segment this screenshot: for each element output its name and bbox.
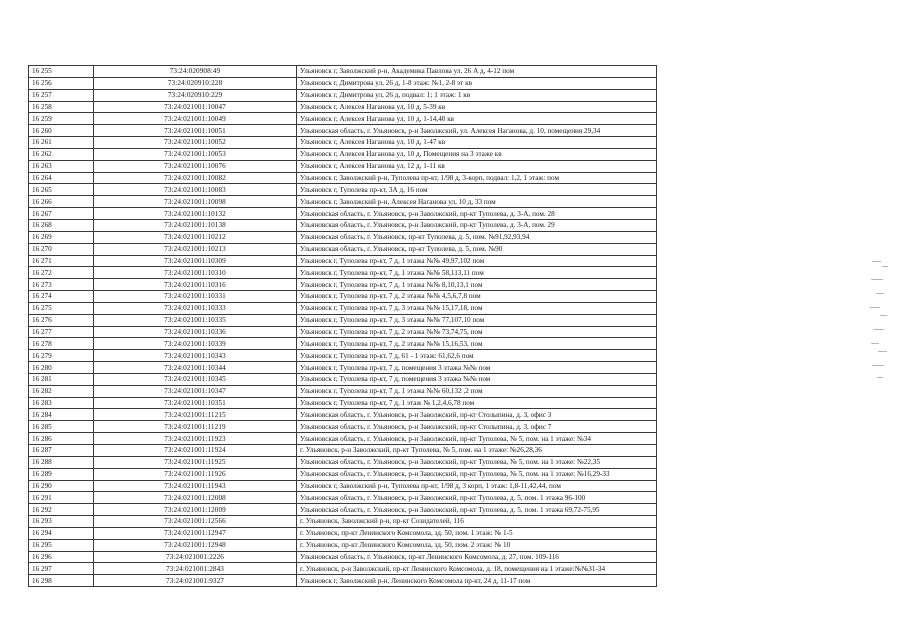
row-number-cell: 16 266 — [29, 196, 94, 208]
cadastral-number-cell: 73:24:021001:11926 — [94, 468, 297, 480]
address-cell: Ульяновск г, Туполева пр-кт, 7 д, помещения 3 этажа №№ пом — [297, 373, 657, 385]
row-number-cell: 16 275 — [29, 302, 94, 314]
cadastral-number-cell: 73:24:021001:10047 — [94, 101, 297, 113]
address-cell: Ульяновск г, Туполева пр-кт, 7 д, 1 этажа №№ 8,10,13,1 пом — [297, 279, 657, 291]
table-row — [29, 208, 657, 220]
address-cell: Ульяновск г, Заволжский р-н, Туполева пр-кт, 1/98 д, 3-корп, подвал: 1,2, 1 этаж: пом — [297, 172, 657, 184]
address-cell: Ульяновск г, Алексея Наганова ул, 10 д, Помещения на 3 этаже кв — [297, 148, 657, 160]
row-number-cell: 16 283 — [29, 397, 94, 409]
address-cell: Ульяновск г, Туполева пр-кт, 7 д, 3 этажа №№ 77,107,10 пом — [297, 314, 657, 326]
row-number-cell: 16 292 — [29, 504, 94, 516]
table-row — [29, 468, 657, 480]
table-row — [29, 492, 657, 504]
cadastral-number-cell: 73:24:021001:10083 — [94, 184, 297, 196]
cadastral-number-cell: 73:24:020908:49 — [94, 66, 297, 78]
table-row — [29, 338, 657, 350]
row-number-cell: 16 289 — [29, 468, 94, 480]
cadastral-number-cell: 73:24:021001:10076 — [94, 160, 297, 172]
address-cell: Ульяновск г, Заволжский р-н, Ленинского Комсомола пр-кт, 24 д, 11-17 пом — [297, 575, 657, 587]
table-row — [29, 66, 657, 78]
row-number-cell: 16 255 — [29, 66, 94, 78]
address-cell: г. Ульяновск, пр-кт Ленинского Комсомола, зд. 50, пом. 1 этаж: № 1-5 — [297, 527, 657, 539]
table-row — [29, 137, 657, 149]
margin-scan-marks — [868, 255, 898, 385]
cadastral-number-cell: 73:24:020910:229 — [94, 89, 297, 101]
address-cell: Ульяновск г, Туполева пр-кт, 7 д, 1 этажа №№ 60,132 ,2 пом — [297, 385, 657, 397]
cadastral-number-cell: 73:24:021001:10138 — [94, 219, 297, 231]
cadastral-number-cell: 73:24:021001:10336 — [94, 326, 297, 338]
row-number-cell: 16 265 — [29, 184, 94, 196]
row-number-cell: 16 268 — [29, 219, 94, 231]
cadastral-number-cell: 73:24:021001:10339 — [94, 338, 297, 350]
address-cell: Ульяновская область, г. Ульяновск, р-н Заволжский, пр-кт Туполева, д. 5, пом. 1 этажа 69,72-75,95 — [297, 504, 657, 516]
table-row — [29, 196, 657, 208]
cadastral-number-cell: 73:24:021001:10213 — [94, 243, 297, 255]
table-row — [29, 219, 657, 231]
row-number-cell: 16 284 — [29, 409, 94, 421]
cadastral-number-cell: 73:24:021001:10053 — [94, 148, 297, 160]
table-row — [29, 231, 657, 243]
cadastral-number-cell: 73:24:021001:10331 — [94, 291, 297, 303]
cadastral-number-cell: 73:24:021001:11924 — [94, 445, 297, 457]
address-cell: Ульяновск г, Туполева пр-кт, 7 д, 2 этажа №№ 4,5,6,7,8 пом — [297, 291, 657, 303]
register-page — [28, 65, 657, 587]
cadastral-number-cell: 73:24:021001:10132 — [94, 208, 297, 220]
row-number-cell: 16 287 — [29, 445, 94, 457]
table-row — [29, 551, 657, 563]
table-row — [29, 480, 657, 492]
cadastral-number-cell: 73:24:021001:11215 — [94, 409, 297, 421]
cadastral-number-cell: 73:24:021001:10082 — [94, 172, 297, 184]
table-row — [29, 504, 657, 516]
address-cell: Ульяновск г, Алексея Наганова ул, 10 д, 1-47 кв — [297, 137, 657, 149]
table-row — [29, 563, 657, 575]
table-row — [29, 243, 657, 255]
address-cell: Ульяновск г, Туполева пр-кт, 7 д, 1 этаж № 1,2,4,6,78 пом — [297, 397, 657, 409]
row-number-cell: 16 278 — [29, 338, 94, 350]
address-cell: Ульяновск г, Туполева пр-кт, 7 д, 3 этажа №№ 15,17,18, пом — [297, 302, 657, 314]
address-cell: Ульяновская область, г. Ульяновск, р-н Заволжский, пр-кт Столыпина, д. 3, офис 7 — [297, 421, 657, 433]
address-cell: г. Ульяновск, пр-кт Ленинского Комсомола, зд. 50, пом. 2 этаж: № 10 — [297, 539, 657, 551]
cadastral-number-cell: 73:24:021001:11219 — [94, 421, 297, 433]
row-number-cell: 16 282 — [29, 385, 94, 397]
cadastral-number-cell: 73:24:021001:11925 — [94, 456, 297, 468]
address-cell: Ульяновск г, Заволжский р-н, Туполева пр-кт, 1/98 д, 3 корп, 1 этаж: 1,8-11,42,44, пом — [297, 480, 657, 492]
table-row — [29, 89, 657, 101]
address-cell: Ульяновск г, Алексея Наганова ул, 10 д, 5-39 кв — [297, 101, 657, 113]
cadastral-number-cell: 73:24:021001:10309 — [94, 255, 297, 267]
cadastral-number-cell: 73:24:021001:10345 — [94, 373, 297, 385]
table-row — [29, 362, 657, 374]
address-cell: Ульяновск г, Заволжский р-н, Алексея Наганова ул, 10 д, 33 пом — [297, 196, 657, 208]
cadastral-number-cell: 73:24:021001:10049 — [94, 113, 297, 125]
cadastral-number-cell: 73:24:021001:10310 — [94, 267, 297, 279]
row-number-cell: 16 294 — [29, 527, 94, 539]
row-number-cell: 16 281 — [29, 373, 94, 385]
table-row — [29, 279, 657, 291]
table-row — [29, 160, 657, 172]
row-number-cell: 16 291 — [29, 492, 94, 504]
cadastral-number-cell: 73:24:021001:12948 — [94, 539, 297, 551]
address-cell: Ульяновская область, г. Ульяновск, пр-кт Туполева, д. 5, пом. №90 — [297, 243, 657, 255]
row-number-cell: 16 272 — [29, 267, 94, 279]
cadastral-number-cell: 73:24:021001:10351 — [94, 397, 297, 409]
table-row — [29, 575, 657, 587]
cadastral-number-cell: 73:24:021001:12008 — [94, 492, 297, 504]
cadastral-number-cell: 73:24:021001:12566 — [94, 516, 297, 528]
table-body — [29, 66, 657, 587]
address-cell: Ульяновск г, Туполева пр-кт, 7 д, 2 этажа №№ 73,74,75, пом — [297, 326, 657, 338]
cadastral-number-cell: 73:24:021001:10347 — [94, 385, 297, 397]
cadastral-register-table — [28, 65, 657, 587]
row-number-cell: 16 269 — [29, 231, 94, 243]
cadastral-number-cell: 73:24:021001:10052 — [94, 137, 297, 149]
cadastral-number-cell: 73:24:021001:11943 — [94, 480, 297, 492]
row-number-cell: 16 285 — [29, 421, 94, 433]
table-row — [29, 267, 657, 279]
row-number-cell: 16 277 — [29, 326, 94, 338]
table-row — [29, 350, 657, 362]
table-row — [29, 302, 657, 314]
address-cell: Ульяновск г, Димитрова ул, 26 д, подвал: 1; 1 этаж: 1 кв — [297, 89, 657, 101]
address-cell: г. Ульяновск, р-н Заволжский, пр-кт Туполева, № 5, пом. на 1 этаже: №26,28,36 — [297, 445, 657, 457]
cadastral-number-cell: 73:24:021001:10343 — [94, 350, 297, 362]
table-row — [29, 409, 657, 421]
address-cell: Ульяновск г, Туполева пр-кт, 7 д, 2 этажа №№ 15,16,53, пом — [297, 338, 657, 350]
address-cell: Ульяновская область, г. Ульяновск, р-н Заволжский, пр-кт Туполева, № 5, пом. на 1 этаже: №34 — [297, 433, 657, 445]
cadastral-number-cell: 73:24:021001:10051 — [94, 125, 297, 137]
address-cell: Ульяновск г, Туполева пр-кт, 7 д, 61 - 1 этаж: 61,62,6 пом — [297, 350, 657, 362]
row-number-cell: 16 286 — [29, 433, 94, 445]
row-number-cell: 16 290 — [29, 480, 94, 492]
table-row — [29, 527, 657, 539]
table-row — [29, 421, 657, 433]
address-cell: Ульяновск г, Туполева пр-кт, 7 д, 1 этажа №№ 58,113,11 пом — [297, 267, 657, 279]
cadastral-number-cell: 73:24:021001:11923 — [94, 433, 297, 445]
row-number-cell: 16 258 — [29, 101, 94, 113]
table-row — [29, 326, 657, 338]
table-row — [29, 539, 657, 551]
address-cell: Ульяновск г, Заволжский р-н, Академика Павлова ул, 26 А д, 4-12 пом — [297, 66, 657, 78]
table-row — [29, 184, 657, 196]
table-row — [29, 433, 657, 445]
row-number-cell: 16 264 — [29, 172, 94, 184]
row-number-cell: 16 256 — [29, 77, 94, 89]
cadastral-number-cell: 73:24:021001:2226 — [94, 551, 297, 563]
cadastral-number-cell: 73:24:021001:2843 — [94, 563, 297, 575]
cadastral-number-cell: 73:24:021001:10316 — [94, 279, 297, 291]
table-row — [29, 113, 657, 125]
table-row — [29, 456, 657, 468]
address-cell: Ульяновск г, Димитрова ул, 26 д, 1-8 этаж: №1, 2-8 эт кв — [297, 77, 657, 89]
address-cell: Ульяновск г, Туполева пр-кт, 7 д, помещения 3 этажа №№ пом — [297, 362, 657, 374]
row-number-cell: 16 267 — [29, 208, 94, 220]
row-number-cell: 16 262 — [29, 148, 94, 160]
row-number-cell: 16 259 — [29, 113, 94, 125]
address-cell: Ульяновск г, Туполева пр-кт, 7 д, 1 этажа №№ 49,97,102 пом — [297, 255, 657, 267]
table-row — [29, 516, 657, 528]
table-row — [29, 385, 657, 397]
table-row — [29, 445, 657, 457]
address-cell: Ульяновская область, г. Ульяновск, р-н Заволжский, пр-кт Туполева, д. 3-А, пом. 29 — [297, 219, 657, 231]
address-cell: Ульяновская область, г. Ульяновск, р-н Заволжский, пр-кт Туполева, № 5, пом. на 1 этаже: №22,35 — [297, 456, 657, 468]
address-cell: Ульяновская область, г. Ульяновск, р-н Заволжский, пр-кт Столыпина, д. 3, офис 3 — [297, 409, 657, 421]
row-number-cell: 16 274 — [29, 291, 94, 303]
address-cell: Ульяновская область, г. Ульяновск, р-н Заволжский, пр-кт Туполева, д. 3-А, пом. 28 — [297, 208, 657, 220]
address-cell: Ульяновская область, г. Ульяновск, р-н Заволжский, ул. Алексея Наганова, д. 10, помещения 29,34 — [297, 125, 657, 137]
table-row — [29, 373, 657, 385]
address-cell: Ульяновская область, г. Ульяновск, пр-кт Туполева, д. 5, пом. №91,92,93,94 — [297, 231, 657, 243]
row-number-cell: 16 293 — [29, 516, 94, 528]
row-number-cell: 16 288 — [29, 456, 94, 468]
cadastral-number-cell: 73:24:020910:228 — [94, 77, 297, 89]
cadastral-number-cell: 73:24:021001:10098 — [94, 196, 297, 208]
address-cell: Ульяновская область, г. Ульяновск, р-н Заволжский, пр-кт Туполева, д. 5, пом. 1 этажа 96-100 — [297, 492, 657, 504]
table-row — [29, 255, 657, 267]
cadastral-number-cell: 73:24:021001:12009 — [94, 504, 297, 516]
address-cell: г. Ульяновск, р-н Заволжский, пр-кт Ленинского Комсомола, д. 18, помещения на 1 этаже:№№31-34 — [297, 563, 657, 575]
cadastral-number-cell: 73:24:021001:10333 — [94, 302, 297, 314]
row-number-cell: 16 270 — [29, 243, 94, 255]
address-cell: Ульяновская область, г. Ульяновск, пр-кт Ленинского Комсомола, д. 27, пом. 109-116 — [297, 551, 657, 563]
row-number-cell: 16 296 — [29, 551, 94, 563]
address-cell: Ульяновск г, Алексея Наганова ул, 10 д, 1-14,40 кв — [297, 113, 657, 125]
row-number-cell: 16 298 — [29, 575, 94, 587]
cadastral-number-cell: 73:24:021001:10335 — [94, 314, 297, 326]
row-number-cell: 16 279 — [29, 350, 94, 362]
address-cell: Ульяновск г, Алексея Наганова ул, 12 д, 1-11 кв — [297, 160, 657, 172]
cadastral-number-cell: 73:24:021001:9327 — [94, 575, 297, 587]
table-row — [29, 314, 657, 326]
row-number-cell: 16 297 — [29, 563, 94, 575]
table-row — [29, 77, 657, 89]
row-number-cell: 16 276 — [29, 314, 94, 326]
table-row — [29, 101, 657, 113]
row-number-cell: 16 263 — [29, 160, 94, 172]
cadastral-number-cell: 73:24:021001:12947 — [94, 527, 297, 539]
table-row — [29, 148, 657, 160]
row-number-cell: 16 261 — [29, 137, 94, 149]
table-row — [29, 125, 657, 137]
table-row — [29, 291, 657, 303]
row-number-cell: 16 257 — [29, 89, 94, 101]
address-cell: г. Ульяновск, Заволжский р-н, пр-кт Созидателей, 116 — [297, 516, 657, 528]
cadastral-number-cell: 73:24:021001:10212 — [94, 231, 297, 243]
address-cell: Ульяновская область, г. Ульяновск, р-н Заволжский, пр-кт Туполева, № 5, пом. на 1 этаже: №16,29-33 — [297, 468, 657, 480]
table-row — [29, 397, 657, 409]
cadastral-number-cell: 73:24:021001:10344 — [94, 362, 297, 374]
row-number-cell: 16 280 — [29, 362, 94, 374]
address-cell: Ульяновск г, Туполева пр-кт, 3А д, 16 пом — [297, 184, 657, 196]
row-number-cell: 16 273 — [29, 279, 94, 291]
row-number-cell: 16 295 — [29, 539, 94, 551]
row-number-cell: 16 271 — [29, 255, 94, 267]
row-number-cell: 16 260 — [29, 125, 94, 137]
table-row — [29, 172, 657, 184]
